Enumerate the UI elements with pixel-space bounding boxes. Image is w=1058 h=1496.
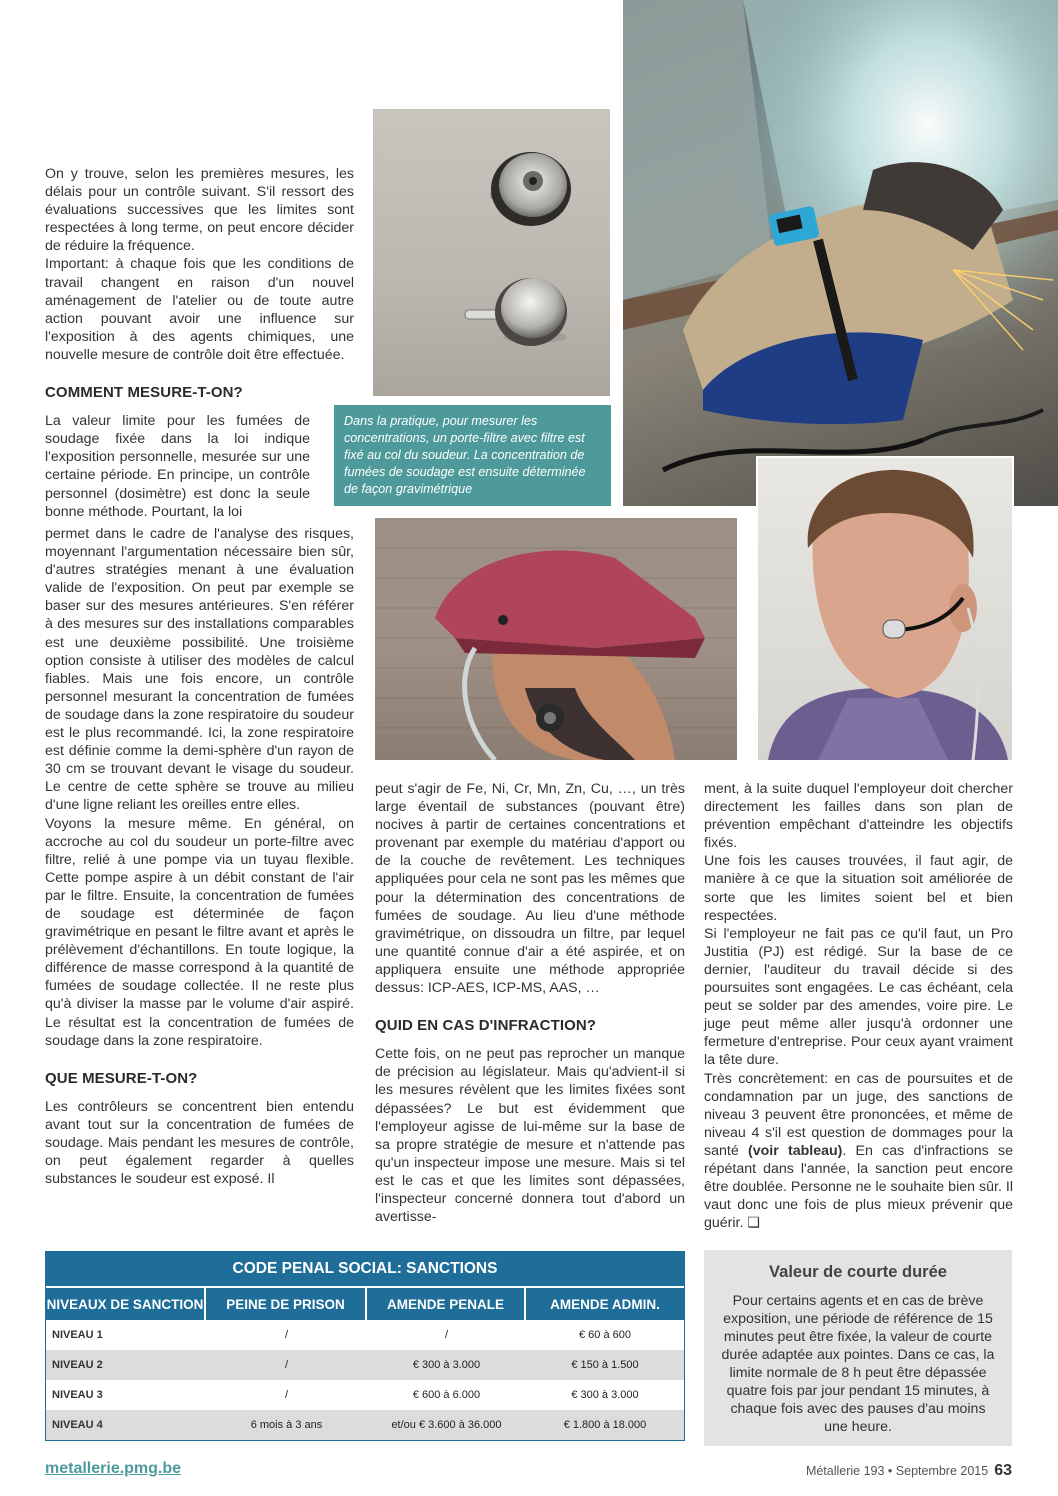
helmet-photo (375, 518, 737, 760)
heading-que-mesure: QUE MESURE-T-ON? (45, 1069, 198, 1087)
col3-paragraph-4: Très concrètement: en cas de poursuites et de condamnation par un juge, des sanctions de niveau 3 peuvent être prononcées, et même de niveau 4 s'il est question de dommages pour la santé (voir tableau). En cas d'infractions se répétant dans l'année, la sanction peut encore être doublée. Personne ne le souhaite bien sûr. Il vaut donc une fois de plus mieux prévenir que guérir. ❑ (704, 1070, 1013, 1232)
table-header-cell: AMENDE PENALE (367, 1288, 526, 1320)
table-header-cell: AMENDE ADMIN. (526, 1288, 684, 1320)
filter-holder-photo (373, 109, 610, 396)
portrait-photo (756, 456, 1014, 762)
sidebox-text: Pour certains agents et en cas de brève exposition, une période de référence de 15 minutes peut être fixée, la valeur de courte durée adaptée aux pointes. Dans ce cas, la limite normale de 8 h peut être dépassée quatre fois par jour pendant 15 minutes, à chaque fois avec des pauses d'au moins une heure. (721, 1293, 995, 1435)
table-header-row (46, 1288, 684, 1320)
table-row (46, 1380, 684, 1410)
end-mark-icon: ❑ (747, 1215, 761, 1232)
welder-illustration (623, 0, 1058, 506)
comment-paragraph-2: Voyons la mesure même. En général, on accroche au col du soudeur un porte-filtre avec filtre, relié à une pompe via un tuyau flexible. Cette pompe aspire à un débit constant de l'air par le filtre. Ensuite, la concentration de fumées de soudage est déterminée de façon gravimétrique en pesant le filtre avant et après le prélèvement d'échantillons. En toute logique, la différence de masse correspond à la quantité de fumées de soudage collectée. Il ne reste plus qu'à diviser la masse par le volume d'air aspiré. Le résultat est la concentration de fumées de soudage dans la zone respiratoire. (45, 815, 354, 1049)
comment-paragraph-1b: permet dans le cadre de l'analyse des risques, moyennant l'argumentation nécessaire bien sûr, d'autres stratégies menant à une évaluation valide de l'exposition. On peut par exemple se baser sur des mesures antérieures. S'en référer à des mesures sur des installations comparables est une deuxième possibilité. Une troisième option consiste à utiliser des modèles de calcul fiables. Mais une fois encore, un contrôle personnel mesurant la concentration de fumées de soudage dans la zone respiratoire du soudeur est le plus recommandé. Ici, la zone respiratoire est définie comme la demi-sphère d'un rayon de 30 cm se trouvant devant le visage du soudeur. Le centre de cette sphère se trouve au milieu d'une ligne reliant les oreilles entre elles. (45, 526, 354, 814)
table-cell: 6 mois à 3 ans (250, 1419, 323, 1431)
col3-paragraph-2: Une fois les causes trouvées, il faut agir, de manière à ce que la situation soit améliorée de sorte que les limites soient bel et bien respectées. (704, 853, 1013, 924)
voir-tableau-link: (voir tableau) (747, 1142, 843, 1159)
que-paragraph-1: Les contrôleurs se concentrent bien entendu avant tout sur la concentration de fumées de soudage. Mais pendant les mesures de contrôle, on peut également regarder à quelles substances le soudeur est exposé. Il (45, 1098, 354, 1188)
column-1-bottom (45, 525, 354, 1188)
table-cell: / (284, 1329, 289, 1341)
table-cell: NIVEAU 2 (52, 1359, 103, 1371)
table-cell: NIVEAU 3 (52, 1389, 103, 1401)
table-cell: NIVEAU 1 (52, 1329, 103, 1341)
table-row (46, 1320, 684, 1350)
heading-quid-infraction: QUID EN CAS D'INFRACTION? (375, 1017, 597, 1035)
column-3 (704, 780, 1013, 1232)
table-row (46, 1410, 684, 1440)
col2-paragraph-1: peut s'agir de Fe, Ni, Cr, Mn, Zn, Cu, …, un très large éventail de substances (pouvant être) nocives à partir de certaines concentrations et provenant par exemple du matériau d'apport ou de la couche de revêtement. Les techniques appliquées pour cela ne sont pas les mêmes que pour la détermination des concentrations de fumées de soudage. Au lieu d'une méthode gravimétrique, on dissoudra un filtre, par lequel une quantité connue d'air a été aspirée, et on appliquera ensuite une méthode appropriée dessus: ICP-AES, ICP-MS, AAS, … (375, 781, 685, 997)
footer-site-link[interactable]: metallerie.pmg.be (45, 1460, 182, 1477)
intro-paragraph-1: On y trouve, selon les premières mesures, les délais pour un contrôle suivant. S'il ressort des évaluations successives que les limites sont respectées à long terme, on peut encore décider de réduire la fréquence. (45, 166, 354, 255)
photo-caption: Dans la pratique, pour mesurer les concentrations, un porte-filtre avec filtre est fixé au col du soudeur. La concentration de fumées de soudage est ensuite déterminée de façon gravimétrique (334, 405, 611, 506)
table-cell: et/ou € 3.600 à 36.000 (391, 1419, 502, 1431)
table-cell: NIVEAU 4 (52, 1419, 103, 1431)
table-row (46, 1350, 684, 1380)
table-cell: € 300 à 3.000 (571, 1389, 639, 1401)
helmet-illustration (375, 518, 737, 760)
col3-paragraph-3: Si l'employeur ne fait pas ce qu'il faut, un Pro Justitia (PJ) est rédigé. Sur la base de ce dernier, l'auditeur du travail décide si des poursuites sont engagées. Le cas échéant, cela peut se solder par des amendes, voire pire. Le juge peut même aller jusqu'à ordonner une fermeture d'entreprise. Pour ceux ayant vraiment la tête dure. (704, 925, 1013, 1069)
sidebox-title: Valeur de courte durée (769, 1263, 947, 1281)
heading-comment-mesure: COMMENT MESURE-T-ON? (45, 384, 243, 402)
footer-issue (806, 1462, 1012, 1480)
short-term-value-box (704, 1250, 1012, 1446)
filter-holder-illustration (373, 109, 610, 396)
sanctions-table (45, 1251, 685, 1441)
table-header-cell: NIVEAUX DE SANCTION (46, 1288, 206, 1320)
col2-paragraph-2: Cette fois, on ne peut pas reprocher un manque de précision au législateur. Mais qu'advient-il si les mesures révèlent que les limites fixées sont dépassées? Le but est évidemment que l'employeur agisse de lui-même sur la base de sa propre stratégie de mesure et n'attende pas qu'un inspecteur impose une mesure. Mais si tel est le cas et que les limites sont dépassées, l'inspecteur concerné donnera tout d'abord un avertisse- (375, 1046, 685, 1226)
table-cell: € 300 à 3.000 (412, 1359, 481, 1371)
table-cell: € 1.800 à 18.000 (563, 1419, 647, 1431)
table-header-cell: PEINE DE PRISON (206, 1288, 367, 1320)
column-2 (375, 780, 685, 1226)
comment-paragraph-1a: La valeur limite pour les fumées de soudage fixée dans la loi indique l'exposition personnelle, mesurée sur une certaine période. En principe, un contrôle personnel (dosimètre) est donc la seule bonne méthode. Pourtant, la loi (45, 413, 310, 520)
footer-issue-text: Métallerie 193 • Septembre 2015 (805, 1464, 989, 1478)
table-cell: / (284, 1389, 289, 1401)
table-cell: € 600 à 6.000 (412, 1389, 481, 1401)
table-cell: / (444, 1329, 449, 1341)
table-cell: € 150 à 1.500 (571, 1359, 639, 1371)
welder-photo (623, 0, 1058, 506)
portrait-illustration (758, 458, 1012, 760)
table-title: CODE PENAL SOCIAL: SANCTIONS (46, 1252, 684, 1288)
table-cell: / (284, 1359, 289, 1371)
table-cell: € 60 à 600 (579, 1329, 631, 1341)
col3-paragraph-1: ment, à la suite duquel l'employeur doit chercher directement les failles dans son plan de prévention empêchant d'atteindre les objectifs fixés. (704, 781, 1013, 852)
column-1-top (45, 165, 354, 521)
page-number: 63 (994, 1462, 1012, 1479)
intro-paragraph-2: Important: à chaque fois que les conditions de travail changent en raison d'un nouvel aménagement de l'atelier ou de toute autre action pouvant avoir une influence sur l'exposition à des agents chimiques, une nouvelle mesure de contrôle doit être effectuée. (45, 256, 354, 363)
